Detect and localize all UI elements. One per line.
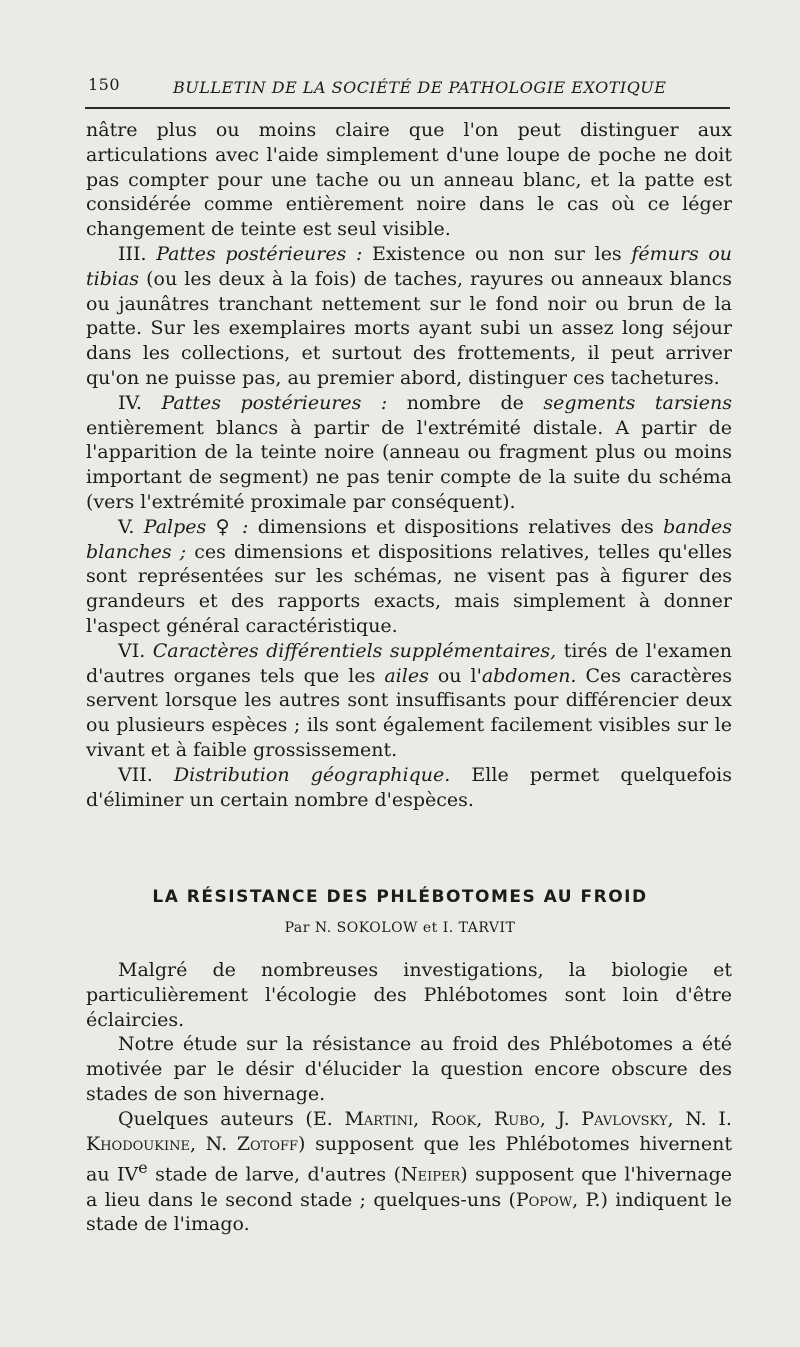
author-name: Popow <box>515 1188 573 1211</box>
article-body <box>86 958 732 1237</box>
author-name: Martini <box>344 1107 414 1130</box>
page-number: 150 <box>88 75 121 94</box>
item-number: VII. <box>118 763 174 786</box>
article-paragraph-1: Malgré de nombreuses investigations, la biologie et particulièrement l'écologie des Phlébotomes sont loin d'être éclaircies. <box>86 959 732 1031</box>
article-byline: Par N. SOKOLOW et I. TARVIT <box>284 920 516 936</box>
item-heading: Palpes ♀ : <box>143 515 249 538</box>
article-title: LA RÉSISTANCE DES PHLÉBOTOMES AU FROID <box>152 887 648 907</box>
item-heading: Pattes postérieures : <box>161 391 388 414</box>
item-number: III. <box>118 242 157 265</box>
item-heading: Distribution géographique. <box>173 763 451 786</box>
paragraph-iii: III. Pattes postérieures : Existence ou non sur les fémurs ou tibias (ou les deux à la fois) de taches, rayures ou anneaux blancs ou jaunâtres tranchant nettement sur le fond noir ou brun de la patte. Sur les exemplaires morts ayant subi un assez long séjour dans les collections, et surtout des frottements, il peut arriver qu'on ne puisse pas, au premier abord, distinguer ces tachetures. <box>86 242 733 389</box>
author-name: Rubo <box>493 1107 540 1130</box>
superscript: e <box>138 1158 148 1178</box>
author-name: Zotoff <box>236 1132 299 1155</box>
author-name: Neiper <box>401 1163 461 1186</box>
continued-section <box>86 118 732 812</box>
item-number: VI. <box>118 639 153 662</box>
author-name: Pavlovsky <box>581 1107 668 1130</box>
item-heading: Caractères différentiels supplémentaires, <box>152 639 557 662</box>
paragraph-iv: IV. Pattes postérieures : nombre de segments tarsiens entièrement blancs à partir de l'extrémité distale. A partir de l'apparition de la teinte noire (anneau ou fragment plus ou moins important de segment) ne pas tenir compte de la suite du schéma (vers l'extrémité proximale par conséquent). <box>86 391 732 513</box>
article-paragraph-2: Notre étude sur la résistance au froid des Phlébotomes a été motivée par le désir d'élucider la question encore obscure des stades de son hivernage. <box>86 1033 732 1105</box>
running-title: BULLETIN DE LA SOCIÉTÉ DE PATHOLOGIE EXOTIQUE <box>173 78 667 97</box>
item-heading: Pattes postérieures : <box>156 242 363 265</box>
paragraph-v: V. Palpes ♀ : dimensions et dispositions relatives des bandes blanches ; ces dimensions et dispositions relatives, telles qu'elles sont représentées sur les schémas, ne visent pas à figurer des grandeurs et des rapports exacts, mais simplement à donner l'aspect général caractéristique. <box>86 515 732 637</box>
author-name: Khodoukine <box>86 1132 190 1155</box>
item-number: IV. <box>118 391 162 414</box>
paragraph-vii: VII. Distribution géographique. Elle permet quelquefois d'éliminer un certain nombre d'espèces. <box>86 763 733 811</box>
paragraph-vi: VI. Caractères différentiels supplémentaires, tirés de l'examen d'autres organes tels que les ailes ou l'abdomen. Ces caractères servent lorsque les autres sont insuffisants pour différencier deux ou plusieurs espèces ; ils sont également facilement visibles sur le vivant et à faible grossissement. <box>86 639 733 761</box>
paragraph-continuation: nâtre plus ou moins claire que l'on peut distinguer aux articulations avec l'aide simplement d'une loupe de poche ne doit pas compter pour une tache ou un anneau blanc, et la patte est considérée comme entièrement noire dans le cas où ce léger changement de teinte est seul visible. <box>86 119 732 241</box>
author-name: Rook <box>430 1107 477 1130</box>
article-paragraph-3: Quelques auteurs (E. Martini, Rook, Rubo, J. Pavlovsky, N. I. Khodoukine, N. Zotoff) supposent que les Phlébotomes hivernent au IVe stade de larve, d'autres (Neiper) supposent que l'hivernage a lieu dans le second stade ; quelques-uns (Popow, P.) indiquent le stade de l'imago. <box>86 1107 732 1236</box>
header-rule <box>85 107 730 109</box>
item-number: V. <box>118 515 144 538</box>
